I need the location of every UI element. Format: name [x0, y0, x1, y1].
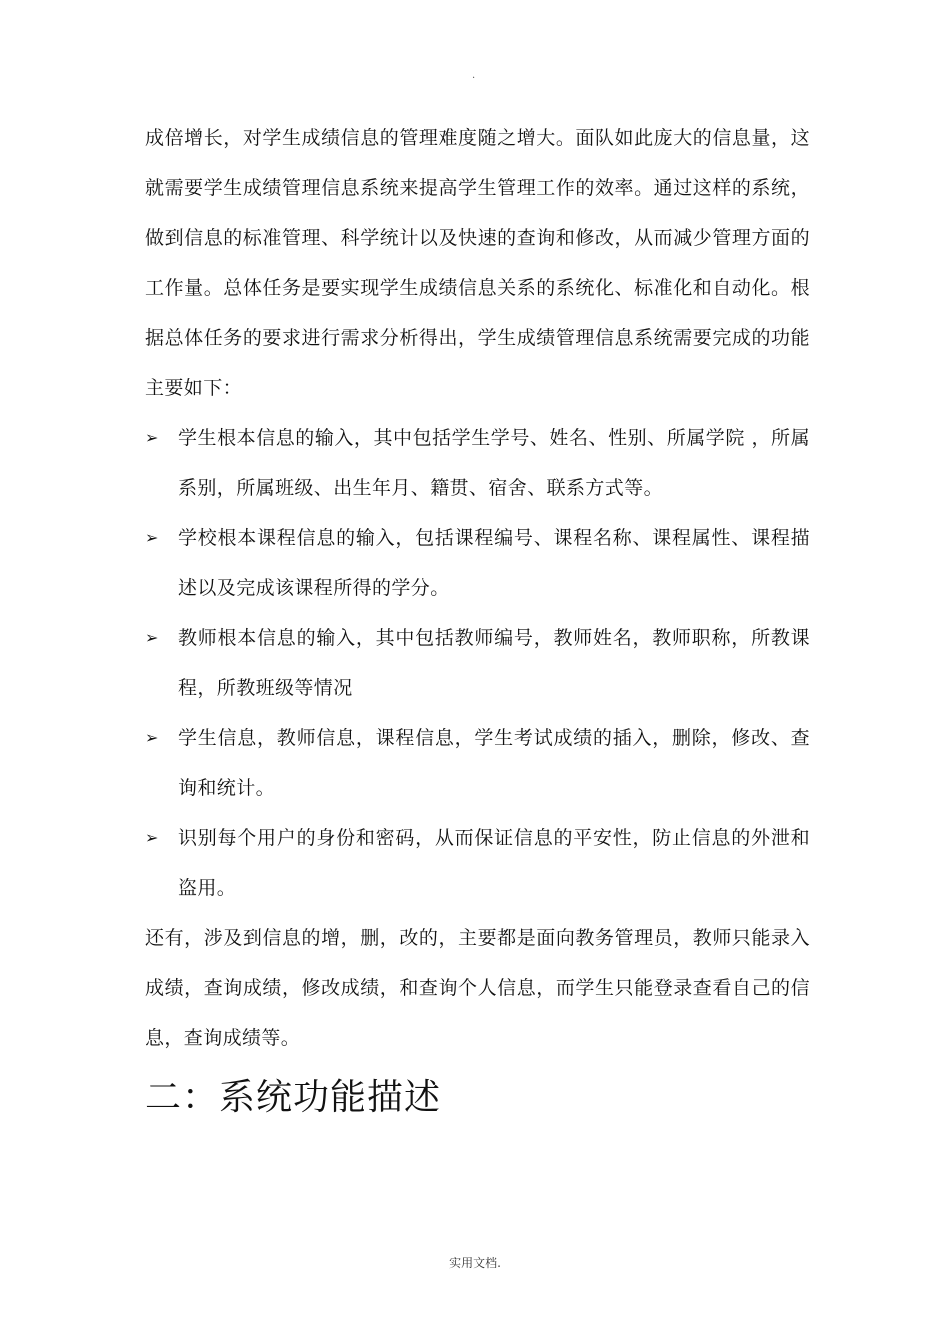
list-item-text: 学校根本课程信息的输入，包括课程编号、课程名称、课程属性、课程描述以及完成该课程所得的学分。	[178, 527, 810, 599]
arrow-bullet-icon: ➢	[145, 828, 159, 847]
arrow-bullet-icon: ➢	[145, 428, 159, 447]
closing-paragraph: 还有，涉及到信息的增，删，改的，主要都是面向教务管理员，教师只能录入成绩，查询成绩，修改成绩，和查询个人信息，而学生只能登录查看自己的信息，查询成绩等。	[145, 927, 810, 1049]
list-item-text: 教师根本信息的输入，其中包括教师编号，教师姓名，教师职称，所教课程，所教班级等情况	[178, 627, 810, 699]
list-item-text: 识别每个用户的身份和密码，从而保证信息的平安性，防止信息的外泄和盗用。	[178, 827, 810, 899]
list-item	[145, 513, 810, 613]
list-item	[145, 713, 810, 813]
intro-paragraph: 成倍增长，对学生成绩信息的管理难度随之增大。面队如此庞大的信息量，这就需要学生成绩管理信息系统来提高学生管理工作的效率。通过这样的系统，做到信息的标准管理、科学统计以及快速的查询和修改，从而减少管理方面的工作量。总体任务是要实现学生成绩信息关系的系统化、标准化和自动化。根据总体任务的要求进行需求分析得出，学生成绩管理信息系统需要完成的功能主要如下：	[145, 127, 810, 399]
requirements-list	[145, 413, 810, 913]
arrow-bullet-icon: ➢	[145, 728, 159, 747]
list-item	[145, 613, 810, 713]
section-heading: 二：系统功能描述	[145, 1077, 442, 1118]
arrow-bullet-icon: ➢	[145, 528, 159, 547]
page-footer: 实用文档.	[449, 1256, 501, 1270]
list-item	[145, 413, 810, 513]
list-item-text: 学生信息，教师信息，课程信息，学生考试成绩的插入，删除，修改、查询和统计。	[178, 727, 810, 799]
arrow-bullet-icon: ➢	[145, 628, 159, 647]
list-item	[145, 813, 810, 913]
list-item-text: 学生根本信息的输入，其中包括学生学号、姓名、性别、所属学院 ，所属系别，所属班级、出生年月、籍贯、宿舍、联系方式等。	[178, 427, 810, 499]
document-body	[145, 113, 810, 1123]
page-header-dot: .	[472, 70, 476, 81]
